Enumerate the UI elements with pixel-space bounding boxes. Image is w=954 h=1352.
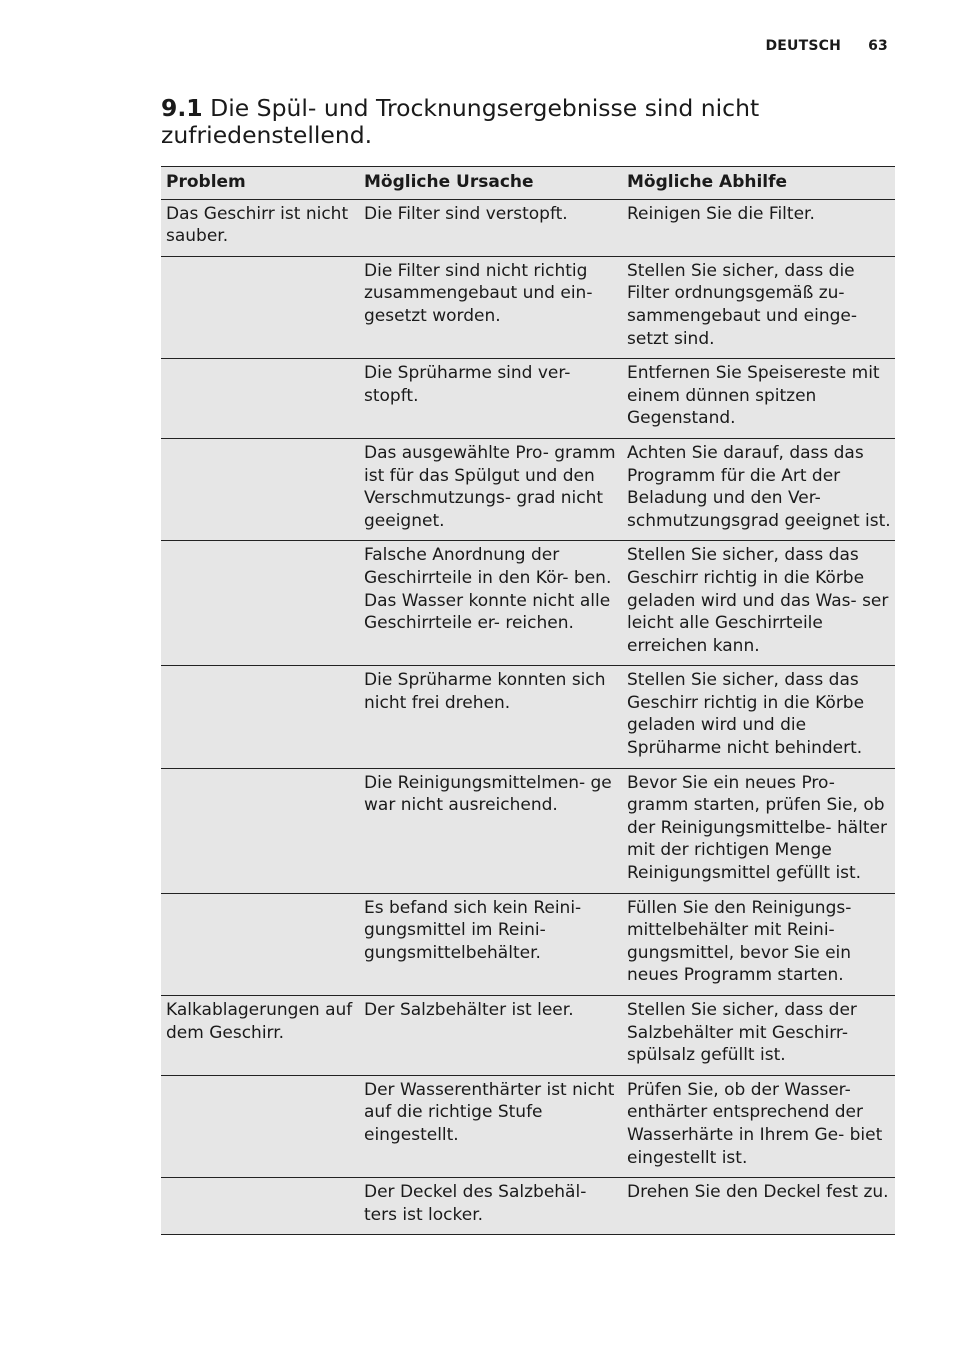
cause-cell: Falsche Anordnung der Geschirrteile in den Kör- ben. Das Wasser konnte nicht alle Geschirrteile er- reichen. <box>359 541 622 666</box>
table-row <box>161 541 895 666</box>
problem-cell <box>161 1075 359 1177</box>
remedy-cell: Stellen Sie sicher, dass das Geschirr richtig in die Körbe geladen wird und die Sprüharme nicht behindert. <box>622 666 895 768</box>
table-row <box>161 256 895 358</box>
table-row <box>161 1075 895 1177</box>
table-row <box>161 359 895 439</box>
cause-cell: Die Sprüharme sind ver- stopft. <box>359 359 622 439</box>
header-remedy: Mögliche Abhilfe <box>622 167 895 200</box>
table-header-row <box>161 167 895 200</box>
table-row <box>161 768 895 893</box>
cause-cell: Die Reinigungsmittelmen- ge war nicht ausreichend. <box>359 768 622 893</box>
header-problem: Problem <box>161 167 359 200</box>
problem-cell: Kalkablagerungen auf dem Geschirr. <box>161 996 359 1076</box>
cause-cell: Es befand sich kein Reini- gungsmittel im Reini- gungsmittelbehälter. <box>359 893 622 995</box>
cause-cell: Die Filter sind nicht richtig zusammengebaut und ein- gesetzt worden. <box>359 256 622 358</box>
remedy-cell: Drehen Sie den Deckel fest zu. <box>622 1178 895 1235</box>
cause-cell: Die Filter sind verstopft. <box>359 199 622 256</box>
troubleshooting-table <box>161 166 895 1235</box>
table-row <box>161 438 895 540</box>
problem-cell <box>161 768 359 893</box>
problem-cell <box>161 359 359 439</box>
problem-cell <box>161 541 359 666</box>
page-number: 63 <box>868 38 888 54</box>
section-title-text: Die Spül- und Trocknungsergebnisse sind nicht zufriedenstellend. <box>161 94 760 149</box>
problem-cell <box>161 256 359 358</box>
section-title <box>161 95 881 149</box>
remedy-cell: Stellen Sie sicher, dass das Geschirr richtig in die Körbe geladen wird und das Was- ser leicht alle Geschirrteile erreichen kann. <box>622 541 895 666</box>
cause-cell: Das ausgewählte Pro- gramm ist für das Spülgut und den Verschmutzungs- grad nicht geeignet. <box>359 438 622 540</box>
remedy-cell: Achten Sie darauf, dass das Programm für die Art der Beladung und den Ver- schmutzungsgrad geeignet ist. <box>622 438 895 540</box>
remedy-cell: Stellen Sie sicher, dass die Filter ordnungsgemäß zu- sammengebaut und einge- setzt sind. <box>622 256 895 358</box>
problem-cell <box>161 438 359 540</box>
remedy-cell: Prüfen Sie, ob der Wasser- enthärter entsprechend der Wasserhärte in Ihrem Ge- biet eingestellt ist. <box>622 1075 895 1177</box>
table-row <box>161 996 895 1076</box>
problem-cell <box>161 893 359 995</box>
problem-cell <box>161 666 359 768</box>
section-number: 9.1 <box>161 94 203 122</box>
cause-cell: Der Deckel des Salzbehäl- ters ist locker. <box>359 1178 622 1235</box>
table-row <box>161 1178 895 1235</box>
remedy-cell: Stellen Sie sicher, dass der Salzbehälter mit Geschirr- spülsalz gefüllt ist. <box>622 996 895 1076</box>
cause-cell: Der Salzbehälter ist leer. <box>359 996 622 1076</box>
language-label: DEUTSCH <box>765 38 842 54</box>
cause-cell: Der Wasserenthärter ist nicht auf die richtige Stufe eingestellt. <box>359 1075 622 1177</box>
table-row <box>161 199 895 256</box>
remedy-cell: Entfernen Sie Speisereste mit einem dünnen spitzen Gegenstand. <box>622 359 895 439</box>
remedy-cell: Reinigen Sie die Filter. <box>622 199 895 256</box>
table-row <box>161 666 895 768</box>
remedy-cell: Füllen Sie den Reinigungs- mittelbehälter mit Reini- gungsmittel, bevor Sie ein neues Programm starten. <box>622 893 895 995</box>
table-row <box>161 893 895 995</box>
header-cause: Mögliche Ursache <box>359 167 622 200</box>
cause-cell: Die Sprüharme konnten sich nicht frei drehen. <box>359 666 622 768</box>
remedy-cell: Bevor Sie ein neues Pro- gramm starten, prüfen Sie, ob der Reinigungsmittelbe- hälter mit der richtigen Menge Reinigungsmittel gefüllt ist. <box>622 768 895 893</box>
problem-cell: Das Geschirr ist nicht sauber. <box>161 199 359 256</box>
problem-cell <box>161 1178 359 1235</box>
page-header <box>765 38 888 54</box>
